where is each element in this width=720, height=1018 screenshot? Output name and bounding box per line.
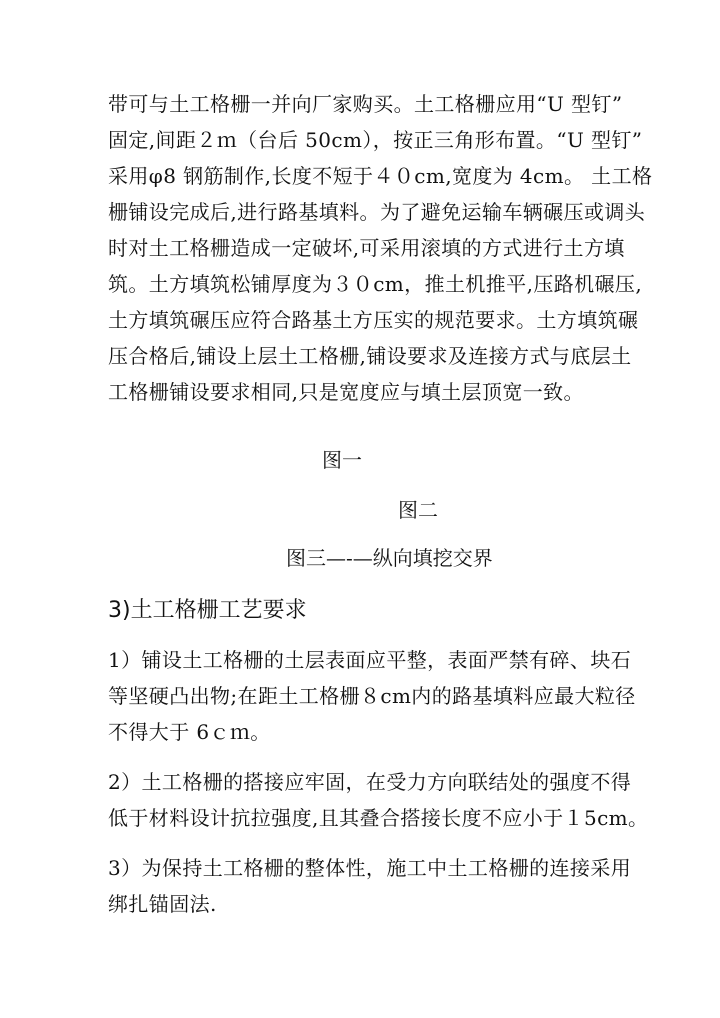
item-line: 绑扎锚固法. (108, 892, 217, 916)
paragraph-line: 筑。土方填筑松铺厚度为３０cm，推土机推平,压路机碾压, (108, 272, 643, 296)
item-line: 等坚硬凸出物;在距土工格栅８cm内的路基填料应最大粒径 (108, 684, 636, 708)
paragraph-line: 压合格后,铺设上层土工格栅,铺设要求及连接方式与底层土 (108, 344, 632, 368)
paragraph-line: 采用φ8 钢筋制作,长度不短于４０cm,宽度为 4cm。 土工格 (108, 164, 653, 188)
figure-caption-2: 图二 (398, 498, 438, 522)
section-heading: 3)土工格栅工艺要求 (108, 598, 307, 623)
item-line: 2）土工格栅的搭接应牢固，在受力方向联结处的强度不得 (108, 770, 632, 794)
item-line: 不得大于 6ｃｍ。 (108, 720, 271, 744)
paragraph-line: 带可与土工格栅一并向厂家购买。土工格栅应用“U 型钉” (108, 92, 623, 116)
item-line: 3）为保持土工格栅的整体性，施工中土工格栅的连接采用 (108, 856, 632, 880)
figure-caption-1: 图一 (322, 448, 362, 472)
paragraph-line: 工格栅铺设要求相同,只是宽度应与填土层顶宽一致。 (108, 380, 584, 404)
paragraph-line: 栅铺设完成后,进行路基填料。为了避免运输车辆碾压或调头 (108, 200, 646, 224)
paragraph-line: 土方填筑碾压应符合路基土方压实的规范要求。土方填筑碾 (108, 308, 639, 332)
paragraph-line: 时对土工格栅造成一定破坏,可采用滚填的方式进行土方填 (108, 236, 625, 260)
item-line: 1）铺设土工格栅的土层表面应平整，表面严禁有碎、块石 (108, 648, 632, 672)
paragraph-line: 固定,间距２ｍ（台后 50cm），按正三角形布置。“U 型钉” (108, 128, 643, 152)
item-line: 低于材料设计抗拉强度,且其叠合搭接长度不应小于１5cm。 (108, 806, 649, 830)
figure-caption-3: 图三—-—纵向填挖交界 (286, 546, 493, 570)
